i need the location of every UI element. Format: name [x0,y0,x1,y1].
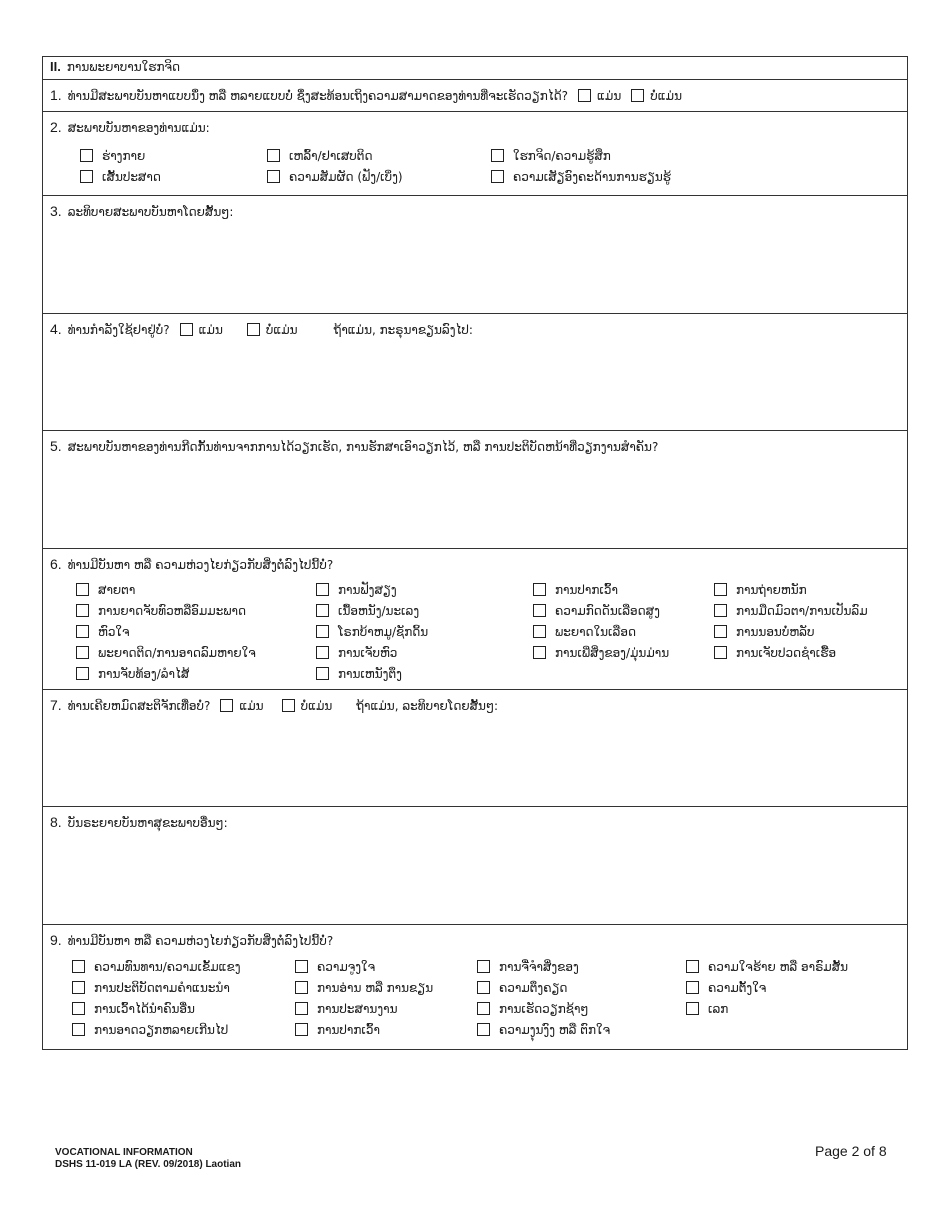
q1-no-checkbox[interactable] [631,89,644,102]
q6-option-label: ການຈັບທ້ອງ/ລຳໄສ້ [98,667,190,681]
q2-option[interactable] [80,148,145,164]
q4-no-checkbox[interactable] [247,323,260,336]
q6-option[interactable] [316,624,428,640]
question-8[interactable] [43,807,907,925]
q6-option-label: ການເພີ່ສິ່ງຂອງ/ມຸ່ນມ່ານ [555,646,670,660]
q4-followup: ຖ້າແມ່ນ, ກະຣຸນາຂຽນລົງໄປ: [333,323,473,337]
question-4[interactable] [43,314,907,431]
q2-option[interactable] [267,148,373,164]
q6-option-label: ຫົວໃຈ [98,625,130,639]
q9-option-label: ຄວາມທົນທານ/ຄວາມເຂັ້ມແຂງ [94,960,241,974]
q4-yes-checkbox[interactable] [180,323,193,336]
question-4-text: ທ່ານກຳລັງໃຊ້ຢາຢູ່ບໍ່? [67,323,170,337]
q6-option[interactable] [533,645,669,661]
checkbox[interactable] [491,149,504,162]
checkbox[interactable] [80,170,93,183]
q6-option-label: ຄວາມກົດດັນເລືອດສູງ [555,604,660,618]
checkbox[interactable] [295,960,308,973]
checkbox[interactable] [533,625,546,638]
q6-option[interactable] [76,624,130,640]
question-9-number: 9. [50,932,62,948]
q6-option[interactable] [714,624,814,640]
checkbox[interactable] [316,667,329,680]
q6-option-label: ການຖ່າຍຫນັກ [736,583,807,597]
q7-yes-label: ແມ່ນ [239,699,264,713]
checkbox[interactable] [76,625,89,638]
question-3[interactable] [43,196,907,314]
q6-option-label: ການນອນບໍ່ຫລັບ [736,625,815,639]
question-9 [43,925,907,1049]
checkbox[interactable] [714,583,727,596]
q6-option-label: ການເຫນັງຕຶງ [338,667,402,681]
q7-no-label: ບໍ່ແມ່ນ [300,699,333,713]
checkbox[interactable] [295,1002,308,1015]
question-6-text: ທ່ານມີບັນຫາ ຫລື ຄວາມຫ່ວງໄຍກ່ຽວກັບສິ່ງຕໍ່ລົງໄປນີ້ບໍ່? [67,558,334,572]
q9-option[interactable] [477,980,567,996]
q9-option[interactable] [477,1022,610,1038]
checkbox[interactable] [533,583,546,596]
question-3-text: ລະທິບາຍສະພາບບັນຫາໂດຍສັ້ນໆ: [67,205,234,219]
checkbox[interactable] [714,625,727,638]
q9-option[interactable] [295,959,375,975]
footer-form-number: DSHS 11-019 LA (REV. 09/2018) Laotian [55,1159,242,1170]
checkbox[interactable] [80,149,93,162]
checkbox[interactable] [295,981,308,994]
q9-option-label: ຄວາມໃຈຮ້າຍ ຫລື ອາຣົມສັ້ນ [708,960,849,974]
checkbox[interactable] [76,583,89,596]
question-2-text: ສະພາບບັນຫາຂອງທ່ານແມ່ນ: [67,121,210,135]
q6-option[interactable] [714,582,807,598]
q1-no-label: ບໍ່ແມ່ນ [650,89,682,103]
q9-option-label: ການປະຕິບັດຕາມຄຳແນະນຳ [94,981,230,995]
q9-option-label: ການອ່ານ ຫລື ການຂຽນ [317,981,434,995]
q6-option[interactable] [533,582,618,598]
q6-option-label: ເນື້ອຫນັງ/ນະເລງ [338,604,420,618]
q2-option-label: ຄວາມເສັຽອົງຄະດ້ານການຮຽນຮູ້ [513,170,671,184]
question-6-number: 6. [50,556,62,572]
checkbox[interactable] [533,604,546,617]
q6-option-label: ການຟັງສຽງ [338,583,397,597]
q6-option[interactable] [533,603,660,619]
q6-option-label: ພະຍາດໃນເລືອດ [555,625,636,639]
page-number: Page 2 of 8 [815,1143,887,1159]
q6-option[interactable] [533,624,636,640]
q9-option-label: ເລກ [708,1002,729,1016]
q7-yes-checkbox[interactable] [220,699,233,712]
question-1-text: ທ່ານມີສະພາບບັນຫາແບບນຶ່ງ ຫລື ຫລາຍແບບບໍ່ ຊຶ່ງສະທ້ອນເຖິງຄວາມສາມາດຂອງທ່ານທີ່ຈະເຮັດວຽກໄດ້? [67,89,569,103]
question-2-number: 2. [50,119,62,135]
checkbox[interactable] [72,960,85,973]
q2-option[interactable] [491,148,611,164]
q6-option-label: ການຍາດຈັບທົວຫລືອົມມະພາດ [98,604,247,618]
question-7-text: ທ່ານເຄີຍຫມົດສະຕິຈັກເທື່ອບໍ່? [67,699,211,713]
q9-option-label: ການເວົ້າໄດ້ນຳຄົນອື່ນ [94,1002,195,1016]
q2-option[interactable] [491,169,671,185]
q9-option-label: ຄວາມຕຶງຄຽດ [499,981,568,995]
q7-no-checkbox[interactable] [282,699,295,712]
q9-option-label: ຄວາມງຸນງົງ ຫລື ຕົກໃຈ [499,1023,611,1037]
q6-option[interactable] [76,603,246,619]
section-roman: II. [50,59,61,74]
q9-option[interactable] [686,980,766,996]
q2-option-label: ໃຮກຈິດ/ຄວາມຮູ້ສຶກ [513,149,611,163]
checkbox[interactable] [686,981,699,994]
question-8-text: ບັນຣະຍາຍບັນຫາສຸຂະພາບອື່ນໆ: [67,816,228,830]
question-5-number: 5. [50,438,62,454]
question-6 [43,549,907,690]
checkbox[interactable] [76,667,89,680]
q9-option[interactable] [686,959,848,975]
q6-option-label: ການມືດມົວຕາ/ການເປັນລົມ [736,604,868,618]
q6-option[interactable] [76,666,189,682]
q2-option-label: ຄວາມສັມຜັດ (ຟັງ/ເບິ່ງ) [289,170,403,184]
q6-option[interactable] [76,645,256,661]
q2-option-label: ຮ່າງກາຍ [102,149,146,163]
q2-option[interactable] [267,169,403,185]
checkbox[interactable] [533,646,546,659]
q6-option[interactable] [316,603,419,619]
checkbox[interactable] [295,1023,308,1036]
checkbox[interactable] [686,1002,699,1015]
form-footer [55,1147,241,1171]
q9-option[interactable] [72,980,230,996]
question-5[interactable] [43,431,907,549]
q9-option[interactable] [477,1001,589,1017]
checkbox[interactable] [491,170,504,183]
q6-option-label: ການເຈັບຫົວ [338,646,398,660]
q4-yes-label: ແມ່ນ [198,323,223,337]
q9-option[interactable] [72,1001,195,1017]
checkbox[interactable] [477,1002,490,1015]
q9-option-label: ການປະສານງານ [317,1002,398,1016]
q6-option[interactable] [714,603,868,619]
q9-option[interactable] [72,959,241,975]
q6-option-label: ພະຍາດຕິດ/ການອາດລົມຫາຍໃຈ [98,646,256,660]
q9-option-label: ການອາດວຽກຫລາຍເກີນໄປ [94,1023,229,1037]
q9-option-label: ການຈື່ຈຳສິ່ງຂອງ [499,960,579,974]
footer-title: VOCATIONAL INFORMATION [55,1147,193,1158]
q6-option[interactable] [316,645,397,661]
section-title: ການພະຍາບານໃຮກຈິດ [66,60,181,74]
q6-option[interactable] [714,645,836,661]
q6-option-label: ການປາກເວົ້າ [555,583,618,597]
question-1-number: 1. [50,87,62,103]
q9-option[interactable] [295,1001,397,1017]
question-5-text: ສະພາບບັນຫາຂອງທ່ານກີດກັ້ນທ່ານຈາກການໄດ້ວຽກເຮັດ, ການຮັກສາເອົາວຽກໄວ້, ຫລື ການປະຕິບັດຫນ້າທີ່ວຽກງານສຳຄັນ? [67,440,659,454]
q9-option-label: ຄວາມຕັ້ງໃຈ [708,981,767,995]
q1-yes-checkbox[interactable] [578,89,591,102]
question-4-number: 4. [50,321,62,337]
question-2 [43,112,907,196]
checkbox[interactable] [686,960,699,973]
q2-option-label: ເຫລົ້າ/ຢາເສບຕິດ [289,149,373,163]
q6-option[interactable] [316,582,397,598]
q9-option[interactable] [72,1022,228,1038]
checkbox[interactable] [714,646,727,659]
checkbox[interactable] [316,604,329,617]
vocational-form [42,56,908,1050]
q9-option[interactable] [295,1022,380,1038]
q7-followup: ຖ້າແມ່ນ, ລະທິບາຍໂດຍສັ້ນໆ: [356,699,499,713]
q9-option[interactable] [686,1001,728,1017]
q9-option-label: ການປາກເວົ້າ [317,1023,380,1037]
checkbox[interactable] [316,583,329,596]
checkbox[interactable] [72,1002,85,1015]
q9-option[interactable] [477,959,579,975]
q6-option[interactable] [316,666,402,682]
checkbox[interactable] [267,170,280,183]
checkbox[interactable] [316,646,329,659]
q4-no-label: ບໍ່ແມ່ນ [265,323,298,337]
q9-option-label: ການເຮັດວຽກຊ້າໆ [499,1002,589,1016]
checkbox[interactable] [477,1023,490,1036]
checkbox[interactable] [477,981,490,994]
q6-option-label: ສາຍຕາ [98,583,136,597]
checkbox[interactable] [267,149,280,162]
q6-option-label: ການເຈັບປວດຊຳເຮື້ອ [736,646,837,660]
question-8-number: 8. [50,814,62,830]
checkbox[interactable] [714,604,727,617]
question-1 [43,80,907,112]
q2-option[interactable] [80,169,161,185]
q6-option[interactable] [76,582,135,598]
checkbox[interactable] [316,625,329,638]
checkbox[interactable] [72,1023,85,1036]
question-7-number: 7. [50,697,62,713]
checkbox[interactable] [76,604,89,617]
checkbox[interactable] [72,981,85,994]
q1-yes-label: ແມ່ນ [597,89,622,103]
question-9-text: ທ່ານມີບັນຫາ ຫລື ຄວາມຫ່ວງໄຍກ່ຽວກັບສິ່ງຕໍ່ລົງໄປນີ້ບໍ່? [67,934,334,948]
section-header [43,57,907,80]
q9-option-label: ຄວາມຈູງໃຈ [317,960,376,974]
q2-option-label: ເສັ້ນປະສາດ [102,170,161,184]
checkbox[interactable] [76,646,89,659]
q6-option-label: ໂຣກບ້າຫມູ/ຊັກດິ້ນ [338,625,429,639]
question-3-number: 3. [50,203,62,219]
q9-option[interactable] [295,980,433,996]
checkbox[interactable] [477,960,490,973]
question-7[interactable] [43,690,907,807]
